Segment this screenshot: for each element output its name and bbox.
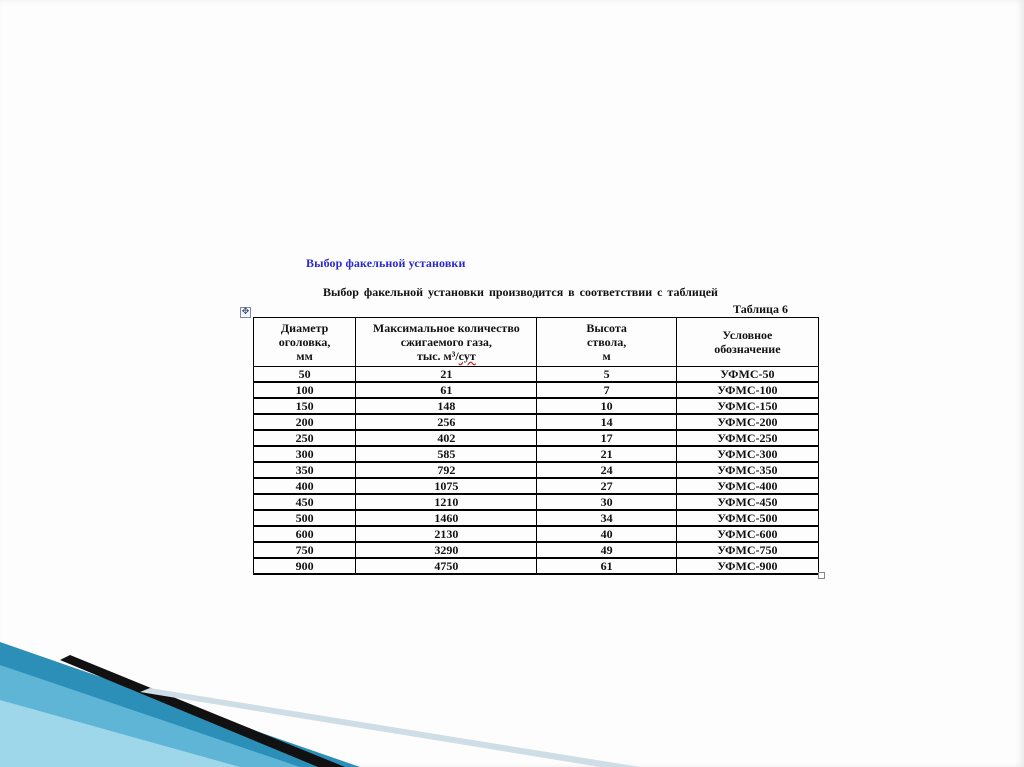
table-row xyxy=(254,542,819,558)
table-cell: 3290 xyxy=(356,542,537,558)
header-line: м xyxy=(602,349,611,363)
table-cell: 4750 xyxy=(356,558,537,574)
table-cell: 27 xyxy=(537,478,676,494)
header-line: Максимальное количество xyxy=(372,321,520,335)
table-row xyxy=(254,382,819,398)
table-move-handle-icon[interactable]: ✥ xyxy=(241,307,250,317)
header-line: оголовка, xyxy=(278,335,331,349)
table-cell: УФМС-300 xyxy=(676,446,818,462)
table-cell: 350 xyxy=(254,462,356,478)
table-cell: 21 xyxy=(356,367,537,383)
table-cell: 600 xyxy=(254,526,356,542)
table-header-row xyxy=(254,318,819,367)
table-cell: 300 xyxy=(254,446,356,462)
header-line: сжигаемого газа, xyxy=(400,335,492,349)
section-heading: Выбор факельной установки xyxy=(306,256,466,270)
table-cell: 50 xyxy=(254,367,356,383)
table-cell: 256 xyxy=(356,414,537,430)
table-cell: УФМС-50 xyxy=(676,367,818,383)
table-cell: УФМС-100 xyxy=(676,382,818,398)
table-cell: УФМС-250 xyxy=(676,430,818,446)
table-body xyxy=(254,367,819,575)
table-cell: 1075 xyxy=(356,478,537,494)
header-height xyxy=(537,318,676,367)
table-row xyxy=(254,367,819,383)
table-row xyxy=(254,414,819,430)
table-cell: 900 xyxy=(254,558,356,574)
header-line: Диаметр xyxy=(280,321,329,335)
table-caption: Таблица 6 xyxy=(733,302,788,316)
header-designation xyxy=(676,318,818,367)
header-line: мм xyxy=(296,349,313,363)
table-cell: 21 xyxy=(537,446,676,462)
table-cell: УФМС-150 xyxy=(676,398,818,414)
table-cell: 400 xyxy=(254,478,356,494)
table-cell: 5 xyxy=(537,367,676,383)
table-cell: 2130 xyxy=(356,526,537,542)
table-cell: 100 xyxy=(254,382,356,398)
header-diameter xyxy=(254,318,356,367)
table-cell: 150 xyxy=(254,398,356,414)
table-cell: 17 xyxy=(537,430,676,446)
table-cell: УФМС-600 xyxy=(676,526,818,542)
table-cell: УФМС-500 xyxy=(676,510,818,526)
table-row xyxy=(254,558,819,574)
table-row xyxy=(254,398,819,414)
table-row xyxy=(254,430,819,446)
table-cell: 24 xyxy=(537,462,676,478)
header-line: ствола, xyxy=(587,335,627,349)
table-row xyxy=(254,446,819,462)
table-cell: 585 xyxy=(356,446,537,462)
table-row xyxy=(254,462,819,478)
table-cell: УФМС-750 xyxy=(676,542,818,558)
table-cell: 49 xyxy=(537,542,676,558)
header-line: тыс. м³/ xyxy=(416,349,459,363)
table-cell: 10 xyxy=(537,398,676,414)
table-cell: 148 xyxy=(356,398,537,414)
table-cell: 200 xyxy=(254,414,356,430)
table-cell: 40 xyxy=(537,526,676,542)
table-cell: УФМС-200 xyxy=(676,414,818,430)
header-line: Высота xyxy=(586,321,627,335)
flare-selection-table xyxy=(253,317,819,575)
table-cell: УФМС-450 xyxy=(676,494,818,510)
table-cell: 792 xyxy=(356,462,537,478)
table-cell: 450 xyxy=(254,494,356,510)
table-cell: 61 xyxy=(537,558,676,574)
table-row xyxy=(254,526,819,542)
table-row xyxy=(254,478,819,494)
table-cell: 1460 xyxy=(356,510,537,526)
header-max-gas xyxy=(356,318,537,367)
table-cell: 7 xyxy=(537,382,676,398)
intro-text: Выбор факельной установки производится в соответствии с таблицей xyxy=(323,285,718,299)
table-row xyxy=(254,494,819,510)
table-cell: 34 xyxy=(537,510,676,526)
table-resize-handle[interactable] xyxy=(818,572,825,579)
table-cell: УФМС-900 xyxy=(676,558,818,574)
table-cell: 61 xyxy=(356,382,537,398)
table-cell: 14 xyxy=(537,414,676,430)
table-row xyxy=(254,510,819,526)
header-line-spellcheck: сут xyxy=(458,349,476,363)
table-cell: УФМС-400 xyxy=(676,478,818,494)
table-cell: 250 xyxy=(254,430,356,446)
table-cell: 30 xyxy=(537,494,676,510)
table-cell: 500 xyxy=(254,510,356,526)
table-cell: 402 xyxy=(356,430,537,446)
header-line: Условное xyxy=(722,328,773,342)
table-cell: 1210 xyxy=(356,494,537,510)
table-cell: УФМС-350 xyxy=(676,462,818,478)
header-line: обозначение xyxy=(714,342,781,356)
table-cell: 750 xyxy=(254,542,356,558)
